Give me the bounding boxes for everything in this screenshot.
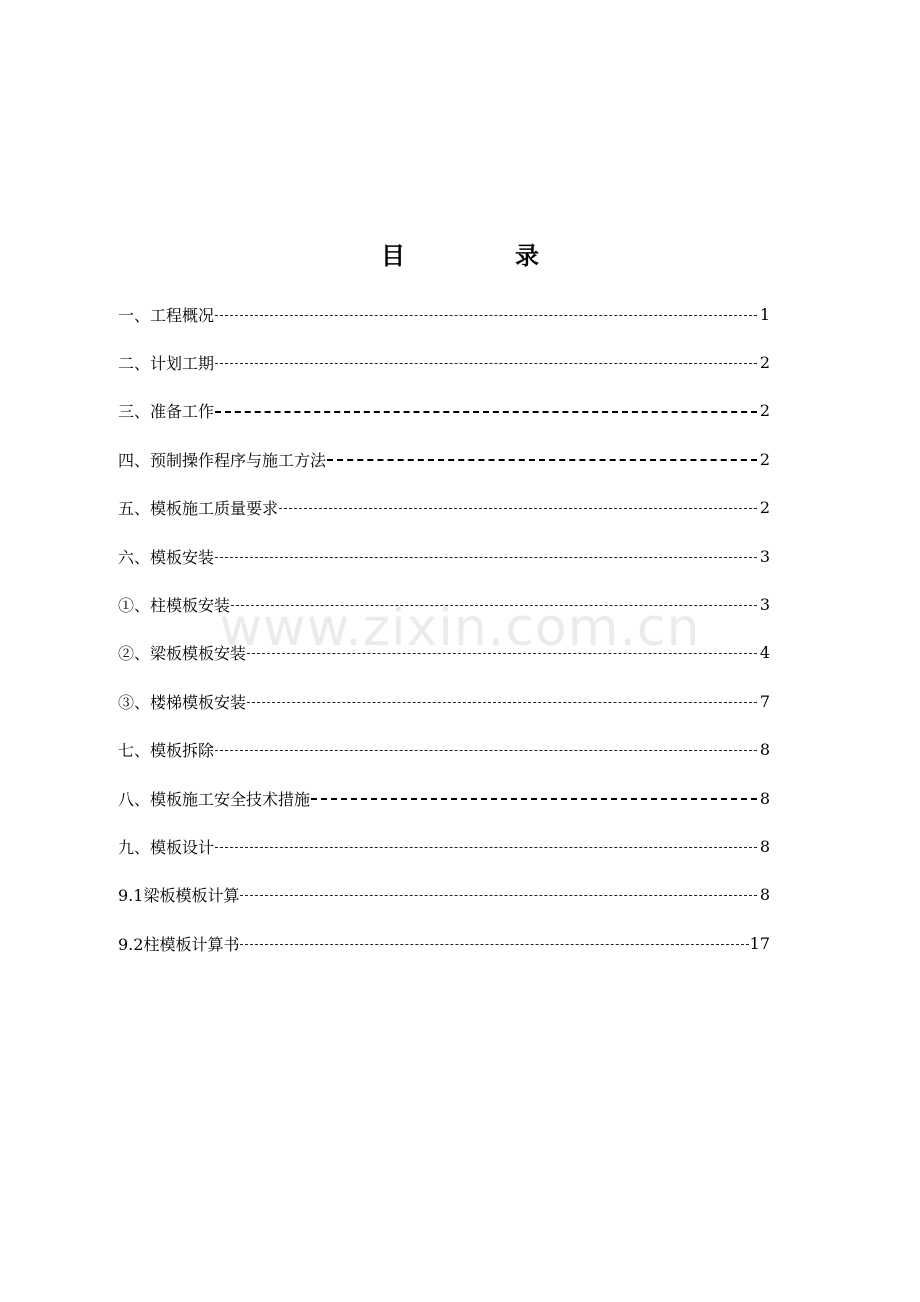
toc-leader-dashes: [327, 459, 757, 461]
toc-entry[interactable]: [118, 726, 770, 774]
toc-entry-page-number: 2: [759, 449, 770, 469]
toc-entry-label: ③、楼梯模板安装: [118, 692, 247, 712]
toc-entry[interactable]: [118, 774, 770, 822]
toc-entry[interactable]: [118, 435, 770, 483]
toc-leader-dashes: [215, 557, 757, 558]
toc-entry-page-number: 8: [759, 885, 770, 905]
toc-entry-label: ①、柱模板安装: [118, 596, 231, 616]
toc-list: [118, 290, 770, 967]
toc-title-left: 目: [381, 242, 405, 270]
toc-entry-page-number: 17: [749, 933, 770, 953]
toc-entry-page-number: 8: [759, 836, 770, 856]
toc-entry-page-number: 8: [759, 788, 770, 808]
toc-leader-dashes: [215, 750, 757, 751]
toc-entry[interactable]: [118, 484, 770, 532]
toc-entry-label: 六、模板安装: [118, 547, 215, 567]
toc-entry-label: 三、准备工作: [118, 402, 215, 422]
toc-entry[interactable]: [118, 919, 770, 967]
toc-leader-dashes: [215, 847, 757, 848]
toc-entry-label: 九、模板设计: [118, 837, 215, 857]
toc-entry-page-number: 7: [759, 691, 770, 711]
toc-entry-page-number: 2: [759, 401, 770, 421]
toc-entry-label: 9.1梁板模板计算: [118, 886, 240, 906]
toc-entry-label: 9.2柱模板计算书: [118, 934, 240, 954]
toc-leader-dashes: [231, 605, 757, 606]
toc-entry-page-number: 1: [759, 304, 770, 324]
toc-leader-dashes: [240, 895, 757, 896]
toc-entry-label: 四、预制操作程序与施工方法: [118, 450, 327, 470]
watermark: www.zixin.com.cn: [219, 598, 701, 658]
toc-entry-label: 五、模板施工质量要求: [118, 499, 279, 519]
toc-entry[interactable]: [118, 677, 770, 725]
toc-entry-label: 八、模板施工安全技术措施: [118, 789, 311, 809]
toc-entry[interactable]: [118, 871, 770, 919]
toc-entry[interactable]: [118, 629, 770, 677]
toc-entry-page-number: 3: [759, 595, 770, 615]
toc-entry-page-number: 8: [759, 740, 770, 760]
toc-entry-page-number: 2: [759, 353, 770, 373]
toc-entry[interactable]: [118, 580, 770, 628]
toc-title-right: 录: [515, 242, 539, 270]
toc-entry[interactable]: [118, 338, 770, 386]
toc-entry[interactable]: [118, 532, 770, 580]
toc-leader-dashes: [215, 363, 757, 364]
toc-entry-page-number: 2: [759, 498, 770, 518]
toc-leader-dashes: [240, 944, 748, 945]
toc-leader-dashes: [215, 411, 757, 413]
toc-entry-label: 二、计划工期: [118, 354, 215, 374]
toc-leader-dashes: [247, 653, 757, 654]
toc-entry-label: 七、模板拆除: [118, 741, 215, 761]
toc-entry-page-number: 3: [759, 546, 770, 566]
toc-entry[interactable]: [118, 822, 770, 870]
toc-leader-dashes: [215, 315, 757, 316]
toc-leader-dashes: [311, 798, 757, 800]
toc-entry[interactable]: [118, 387, 770, 435]
toc-title: [0, 236, 920, 276]
toc-leader-dashes: [247, 702, 757, 703]
toc-entry-label: 一、工程概况: [118, 305, 215, 325]
toc-entry[interactable]: [118, 290, 770, 338]
toc-leader-dashes: [279, 508, 757, 509]
toc-entry-page-number: 4: [759, 643, 770, 663]
toc-entry-label: ②、梁板模板安装: [118, 644, 247, 664]
